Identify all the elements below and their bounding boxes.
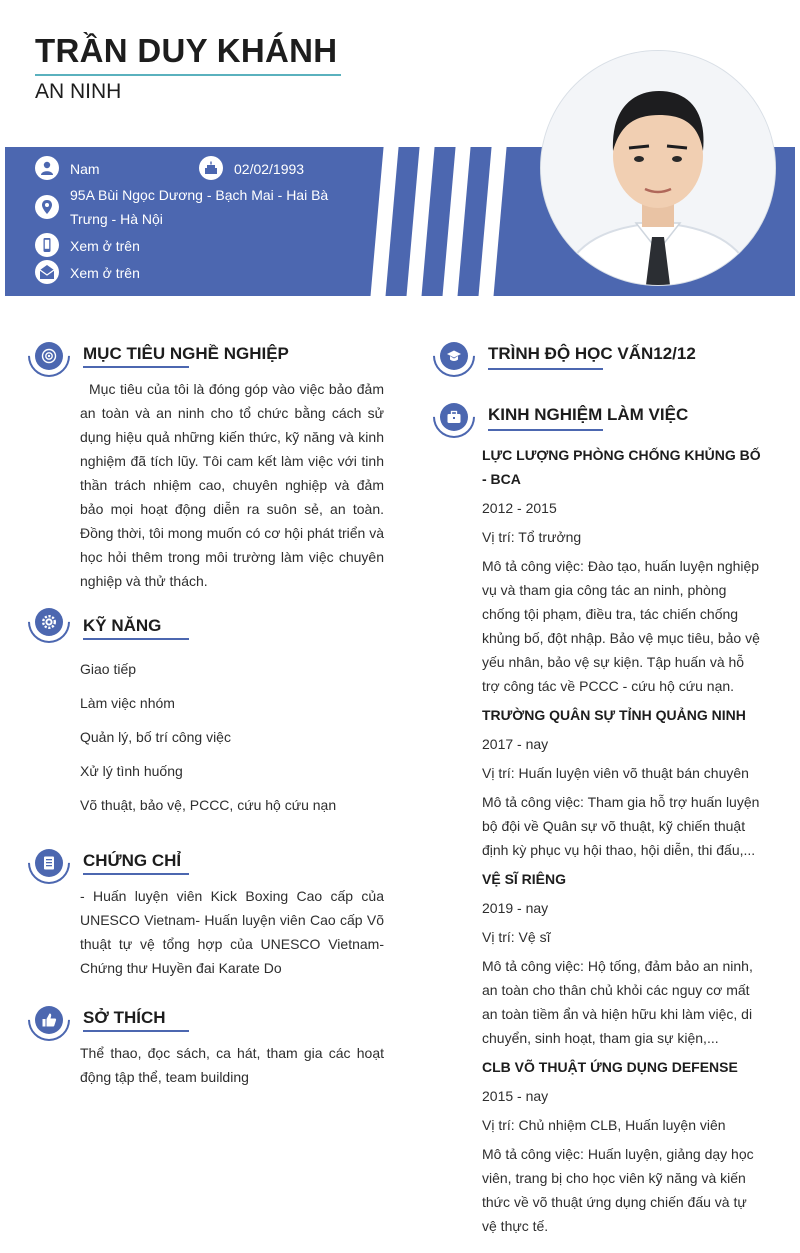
phone-value: Xem ở trên (70, 238, 140, 254)
job-description: Mô tả công việc: Đào tạo, huấn luyện nghiệp vụ và tham gia công tác an ninh, phòng chống tội phạm, điều tra, tác chiến chống khủng bố, đột nhập. Bảo vệ mục tiêu, bảo vệ yếu nhân, bảo vệ sự kiện. Tập huấn và hỗ trợ công tác về PCCC - cứu hộ cứu nạn. (482, 558, 760, 694)
job-period: 2012 - 2015 (482, 500, 557, 516)
job-organization: LỰC LƯỢNG PHÒNG CHỐNG KHỦNG BỐ - BCA (482, 447, 761, 487)
job-period: 2015 - nay (482, 1088, 549, 1104)
objective-underline (83, 366, 189, 368)
gender-value: Nam (70, 161, 100, 177)
phone-icon (35, 233, 59, 257)
skill-item: Võ thuật, bảo vệ, PCCC, cứu hộ cứu nạn (80, 797, 337, 813)
job-description: Mô tả công việc: Hộ tống, đảm bảo an ninh, an toàn cho thân chủ khỏi các nguy cơ mất an toàn tiềm ẩn và hiện hữu khi làm việc, di chuyển, sinh hoạt, tham gia sự kiện,... (482, 958, 753, 1046)
experience-underline (488, 429, 603, 431)
skills-title: KỸ NĂNG (83, 616, 162, 635)
thumbs-up-section-icon (19, 990, 78, 1049)
job-organization: TRƯỜNG QUÂN SỰ TỈNH QUẢNG NINH (482, 707, 746, 723)
skill-item: Xử lý tình huống (80, 763, 183, 779)
education-underline (488, 368, 603, 370)
certificates-text: - Huấn luyện viên Kick Boxing Cao cấp của UNESCO Vietnam- Huấn luyện viên Cao cấp Võ thuật tự vệ tổng hợp của UNESCO Vietnam- Chứng thư Huyền đai Karate Do (80, 888, 384, 976)
job-period: 2019 - nay (482, 900, 549, 916)
job-position: Vị trí: Vệ sĩ (482, 929, 551, 945)
objective-text: Mục tiêu của tôi là đóng góp vào việc bảo đảm an toàn và an ninh cho tổ chức bằng cách sử dụng hiệu quả những kiến thức, kỹ năng và kinh nghiệm đã tích lũy. Tôi cam kết làm việc với tinh thần trách nhiệm cao, chuyên nghiệp và đảm bảo mọi hoạt động diễn ra suôn sẻ, an toàn. Đồng thời, tôi mong muốn có cơ hội phát triển và học hỏi thêm trong môi trường làm việc chuyên nghiệp và thử thách. (80, 381, 384, 589)
objective-title: MỤC TIÊU NGHỀ NGHIỆP (83, 344, 289, 363)
email-icon (35, 260, 59, 284)
skill-item: Làm việc nhóm (80, 695, 175, 711)
certificates-underline (83, 873, 189, 875)
job-position: Vị trí: Chủ nhiệm CLB, Huấn luyện viên (482, 1117, 726, 1133)
decorative-stripe (478, 147, 508, 296)
skill-item: Quản lý, bố trí công việc (80, 729, 231, 745)
certificate-section-icon (19, 833, 78, 892)
decorative-stripe (370, 147, 400, 296)
job-position: Vị trí: Huấn luyện viên võ thuật bán chuyên (482, 765, 749, 781)
skills-underline (83, 638, 189, 640)
job-period: 2017 - nay (482, 736, 549, 752)
dob-value: 02/02/1993 (234, 161, 305, 177)
job-title: AN NINH (35, 80, 122, 103)
job-description: Mô tả công việc: Huấn luyện, giảng dạy học viên, trang bị cho học viên kỹ năng và kiến thức về võ thuật ứng dụng chiến đấu và tự vệ thực tế. (482, 1146, 754, 1234)
job-description: Mô tả công việc: Tham gia hỗ trợ huấn luyện bộ đội về Quân sự võ thuật, kỹ chiến thuật định kỳ phục vụ hội thao, hội diễn, thi đấu,... (482, 794, 760, 858)
candidate-name: TRẦN DUY KHÁNH (35, 32, 338, 69)
job-organization: VỆ SĨ RIÊNG (482, 871, 567, 887)
briefcase-section-icon (424, 387, 483, 446)
hobbies-text: Thể thao, đọc sách, ca hát, tham gia các hoạt động tập thể, team building (80, 1045, 384, 1085)
certificates-title: CHỨNG CHỈ (83, 851, 182, 870)
name-underline (35, 74, 341, 76)
profile-photo (540, 50, 776, 286)
user-icon (35, 156, 59, 180)
location-icon (35, 195, 59, 219)
hobbies-underline (83, 1030, 189, 1032)
job-organization: CLB VÕ THUẬT ỨNG DỤNG DEFENSE (482, 1059, 738, 1075)
hobbies-title: SỞ THÍCH (83, 1008, 166, 1027)
education-title: TRÌNH ĐỘ HỌC VẤN12/12 (488, 344, 696, 363)
graduation-cap-section-icon (424, 326, 483, 385)
cake-icon (199, 156, 223, 180)
decorative-stripe (442, 147, 472, 296)
address-value: 95A Bùi Ngọc Dương - Bạch Mai - Hai Bà Trưng - Hà Nội (70, 187, 329, 227)
target-section-icon (19, 326, 78, 385)
decorative-stripe (406, 147, 436, 296)
job-position: Vị trí: Tổ trưởng (482, 529, 582, 545)
experience-title: KINH NGHIỆM LÀM VIỆC (488, 405, 689, 424)
email-value: Xem ở trên (70, 265, 140, 281)
gear-section-icon (19, 592, 78, 651)
skill-item: Giao tiếp (80, 661, 137, 677)
